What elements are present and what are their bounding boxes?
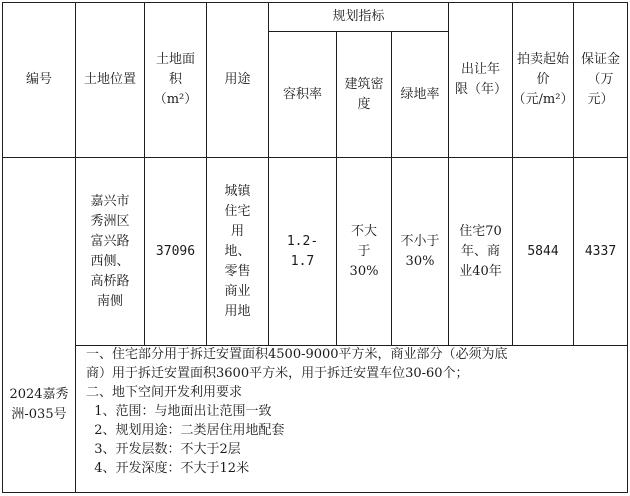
notes-line: 4、开发深度：不大于12米 [86,461,250,476]
row-density: 不大于30% [349,223,379,279]
notes-line: 1、范围：与地面出让范围一致 [86,404,272,419]
notes-line: 商）用于拆迁安置面积3600平方米，用于拆迁安置车位30-60个； [86,366,469,381]
header-green: 绿地率 [400,86,440,102]
notes-line: 二、地下空间开发利用要求 [86,385,243,400]
row-term: 住宅70年、商业40年 [459,223,502,279]
row-plot-ratio: 1.2-1.7 [286,233,319,269]
row-green: 不小于30% [400,233,440,269]
notes-line: 3、开发层数：不大于2层 [86,442,241,457]
header-deposit: 保证金（万元） [580,52,620,107]
header-number: 编号 [25,72,52,87]
header-plot-ratio: 容积率 [282,86,322,102]
row-location: 嘉兴市秀洲区富兴路西侧、高桥路南侧 [90,193,130,309]
row-area: 37096 [155,243,196,259]
row-deposit: 4337 [584,243,617,259]
notes-block [80,345,628,493]
row-use: 城镇住宅用地、零售商业用地 [224,183,251,319]
header-location: 土地位置 [83,72,136,87]
header-start-price: 拍卖起始价（元/m²） [512,52,574,107]
header-planning: 规划指标 [332,9,385,24]
notes-line: 2、规划用途：二类居住用地配套 [86,423,285,438]
row-number: 2024嘉秀洲-035号 [9,387,69,422]
row-start-price: 5844 [527,243,559,259]
header-use: 用途 [224,72,251,87]
header-density: 建筑密度 [344,76,384,112]
header-area: 土地面积（m²） [153,52,198,107]
notes-line: 一、住宅部分用于拆迁安置面积4500-9000平方米，商业部分（必须为底 [86,347,508,362]
header-term: 出让年限（年） [455,62,508,97]
